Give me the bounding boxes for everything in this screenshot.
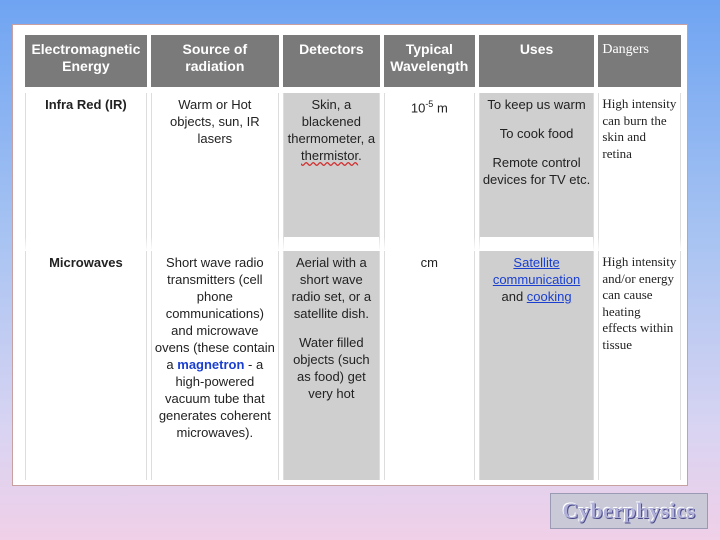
source-cell <box>151 251 279 480</box>
detectors-text: Skin, a blackened thermometer, a <box>287 97 376 146</box>
use-remote-control: Remote control devices for TV etc. <box>482 155 591 187</box>
satellite-link[interactable]: Satellite communication <box>492 255 581 287</box>
header-wavelength: Typical Wavelength <box>384 35 475 93</box>
uses-and: and <box>501 289 527 304</box>
uses-cell <box>479 93 595 251</box>
header-dangers: Dangers <box>598 35 681 93</box>
dangers-cell: High intensity and/or energy can cause heating effects within tissue <box>598 251 681 480</box>
dangers-cell: High intensity can burn the skin and retina <box>598 93 681 251</box>
thermistor-word: thermistor <box>301 148 359 163</box>
wavelength-unit: m <box>433 100 448 116</box>
detectors-end: . <box>358 148 362 163</box>
wavelength-cell: cm <box>384 251 475 480</box>
row-name: Infra Red (IR) <box>25 93 147 251</box>
use-keep-warm: To keep us warm <box>487 97 586 112</box>
source-cell: Warm or Hot objects, sun, IR lasers <box>151 93 279 251</box>
table-row-infrared <box>25 93 681 251</box>
cyberphysics-logo: Cyberphysics <box>550 493 708 529</box>
em-spectrum-table <box>21 35 685 480</box>
source-text-end: - a high-powered vacuum tube that generates coherent microwaves). <box>158 357 271 440</box>
header-row <box>25 35 681 93</box>
header-source: Source of radiation <box>151 35 279 93</box>
slide <box>12 24 688 486</box>
header-detectors: Detectors <box>283 35 380 93</box>
uses-cell <box>479 251 595 480</box>
detector-aerial: Aerial with a short wave radio set, or a satellite dish. <box>291 255 372 321</box>
header-energy: Electromagnetic Energy <box>25 35 147 93</box>
table-row-microwaves <box>25 251 681 480</box>
detectors-cell <box>283 251 380 480</box>
wavelength-base: 10 <box>410 100 426 116</box>
source-text: Short wave radio transmitters (cell phone communications) and microwave ovens (these contain a <box>154 255 275 372</box>
wavelength-exponent: -5 <box>425 99 434 109</box>
header-uses: Uses <box>479 35 595 93</box>
magnetron-link[interactable]: magnetron <box>177 357 245 372</box>
cooking-link[interactable]: cooking <box>526 289 572 304</box>
use-cook-food: To cook food <box>499 126 574 141</box>
row-name: Microwaves <box>25 251 147 480</box>
detectors-cell <box>283 93 380 251</box>
wavelength-cell <box>384 93 475 251</box>
detector-water: Water filled objects (such as food) get very hot <box>293 335 370 401</box>
